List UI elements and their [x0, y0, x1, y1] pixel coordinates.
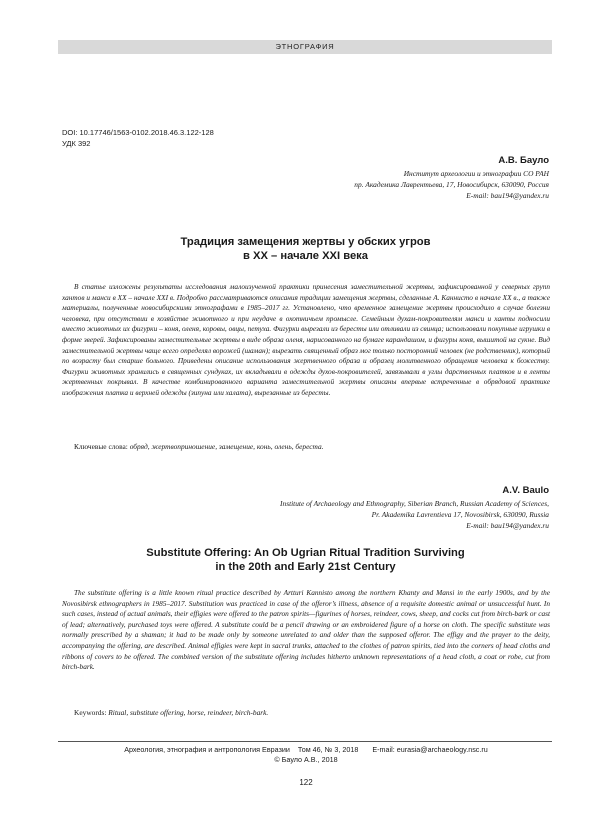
- ru-abstract: В статье изложены результаты исследования малоизученной практики принесения заместительной жертвы, зафиксированной у северных групп хантов и манси в XX – начале XXI в. Подробно рассматриваются описания традиции замещения жертвы, сделанные А. Каннисто в начале XX в., а также материалы, полученные новосибирскими этнографами в 1985–2017 гг. Установлено, что временное замещение жертвы происходило в случае болезни человека, при отсутствии в хозяйстве животного и при неудаче в охотничьем промысле. Семейным духам-покровителям манси и ханты подносили вместо животных их фигурки – коня, оленя, коровы, овцы, петуха. Фигурки вырезали из бересты или отливали из свинца; использовали покупные игрушки в форме зверей. Зафиксированы заместительные жертвы в виде образа оленя, нарисованного на бумаге карандашом, и фигуры коня, вышитой на сукне. Вид заместительной жертвы чаще всего определял ворожей (шаман); вырезать священный образ мог только посторонний человек (не родственник), который по возрасту был старше больного. Приведены описание использования жертвенного образа и образец молитвенного обращения человека к божеству. Фигурки животных хранились в священных сундуках, их вкладывали в одежды духов-покровителей, завязывали в углы дарственных платков и в ленты жертвенных покрывал. В качестве комбинированного варианта заместительной жертвы описаны впервые встреченные в обрядовой практике изображения платка и верхней одежды (зипуна или халата), вырезанные из бересты.: [62, 282, 550, 397]
- en-keywords-label: Keywords:: [74, 708, 107, 717]
- ru-keywords-values: обряд, жертвоприношение, замещение, конь, олень, береста.: [129, 442, 324, 451]
- en-author: A.V. Baulo: [502, 485, 549, 496]
- ru-address: пр. Академика Лаврентьева, 17, Новосибирск, 630090, Россия: [354, 180, 549, 189]
- footer-copyright: © Бауло А.В., 2018: [274, 755, 338, 764]
- page-number: 122: [299, 778, 313, 787]
- ru-email: E-mail: bau194@yandex.ru: [466, 191, 549, 200]
- footer-journal: Археология, этнография и антропология Евразии: [124, 745, 290, 754]
- ru-keywords: [74, 442, 324, 451]
- ru-title: [60, 235, 551, 263]
- ru-keywords-label: Ключевые слова:: [74, 442, 128, 451]
- en-title-line2: in the 20th and Early 21st Century: [215, 561, 396, 573]
- ru-author: А.В. Бауло: [498, 155, 549, 166]
- section-header: [58, 40, 552, 54]
- ru-affiliation: Институт археологии и этнографии СО РАН: [403, 169, 549, 178]
- footer-divider: [58, 741, 552, 742]
- ru-title-line1: Традиция замещения жертвы у обских угров: [180, 236, 431, 248]
- en-keywords: [74, 708, 268, 717]
- en-address: Pr. Akademika Lavrentieva 17, Novosibirsk, 630090, Russia: [371, 510, 549, 519]
- en-email: E-mail: bau194@yandex.ru: [466, 521, 549, 530]
- en-title: [60, 546, 551, 574]
- en-keywords-values: Ritual, substitute offering, horse, reindeer, birch-bark.: [108, 708, 269, 717]
- footer-email: E-mail: eurasia@archaeology.nsc.ru: [372, 745, 488, 754]
- ru-title-line2: в XX – начале XXI века: [243, 250, 368, 262]
- doi: DOI: 10.17746/1563-0102.2018.46.3.122-128: [62, 128, 214, 137]
- en-abstract: The substitute offering is a little known ritual practice described by Artturi Kannisto among the northern Khanty and Mansi in the early 1900s, and by the Novosibirsk ethnographers in 1985–2017. Substitution was practiced in case of the offeror’s illness, absence of a requisite domestic animal or unsuccessful hunt. In such cases, instead of actual animals, their effigies were offered to the patron spirits—figurines of horses, reindeer, cows, sheep, and cocks cut from birch-bark or cast of lead; alternatively, purchased toys were offered. A substitute could be a pencil drawing or an embroidered figure of a horse on cloth. The specific substitute was normally prescribed by a shaman; it had to be made only by someone unrelated to and older than the supposed offeror. The effigy and the prayer to the deity, accompanying the offering, are described. Animal effigies were kept in sacral trunks, attached to the clothes of patron spirits, tied into the corners of head cloths and ribbons of covers to be offered. The combined version of the substitute offering includes hitherto unknown representations of a head cloth, a coat or robe, cut from birch-bark.: [62, 588, 550, 672]
- footer: [62, 745, 550, 765]
- en-title-line1: Substitute Offering: An Ob Ugrian Ritual Tradition Surviving: [146, 547, 465, 559]
- footer-line1: [62, 745, 550, 755]
- udk: УДК 392: [62, 139, 91, 148]
- en-affiliation: Institute of Archaeology and Ethnography, Siberian Branch, Russian Academy of Sciences,: [280, 499, 549, 508]
- footer-volume: Том 46, № 3, 2018: [297, 745, 359, 754]
- section-title: ЭТНОГРАФИЯ: [275, 42, 335, 51]
